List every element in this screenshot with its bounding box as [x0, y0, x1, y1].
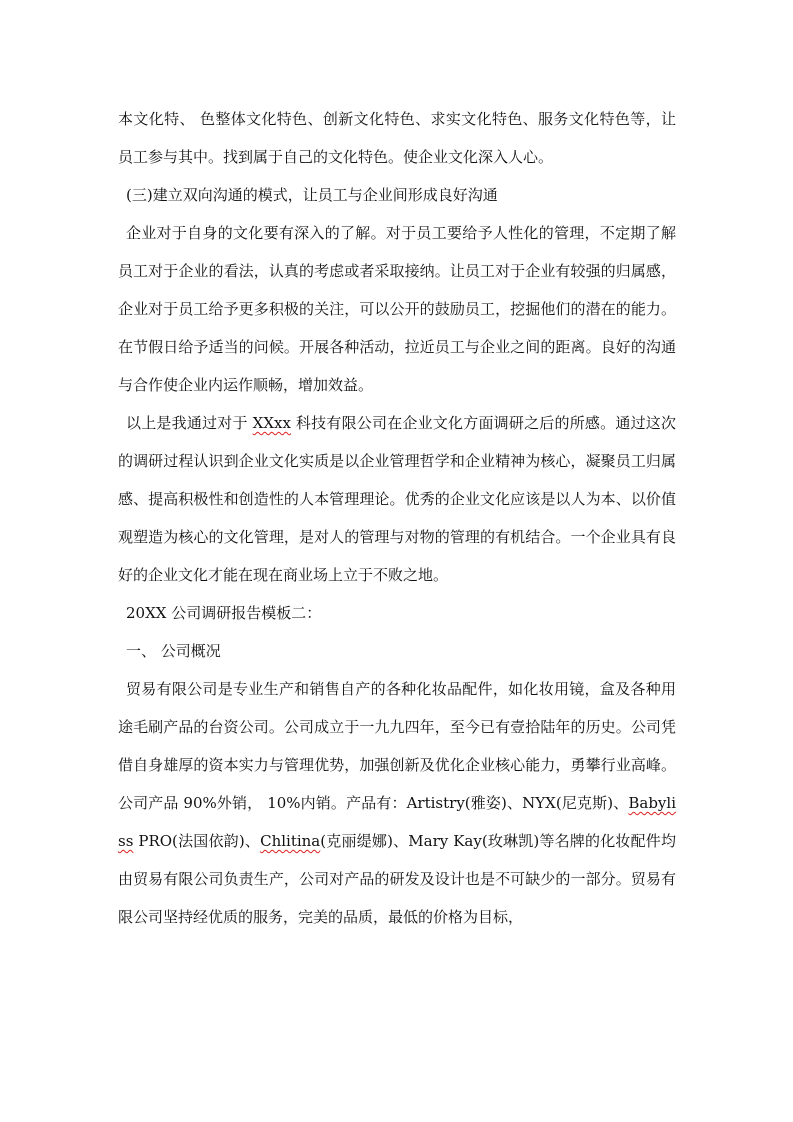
- text-span: 本文化特、 色整体文化特色、创新文化特色、求实文化特色、服务文化特色等，让员工参与其中。找到属于自己的文化特色。使企业文化深入人心。: [118, 110, 676, 166]
- text-span: 科技有限公司在企业文化方面调研之后的所感。通过这次的调研过程认识到企业文化实质是以企业管理哲学和企业精神为核心，凝聚员工归属感、提高积极性和创造性的人本管理理论。优秀的企业文化应该是以人为本、以价值观塑造为核心的文化管理，是对人的管理与对物的管理的有机结合。一个企业具有良好的企业文化才能在现在商业场上立于不败之地。: [118, 414, 676, 584]
- text-span: (三)建立双向沟通的模式，让员工与企业间形成良好沟通: [126, 186, 498, 204]
- text-span: 以上是我通过对于: [126, 414, 253, 432]
- template-title: [118, 594, 676, 632]
- paragraph-conclusion: [118, 404, 676, 594]
- spellcheck-flagged-word: Chlitina: [260, 832, 321, 850]
- paragraph-culture-features: [118, 100, 676, 176]
- paragraph-communication: [118, 214, 676, 404]
- text-span: 20XX 公司调研报告模板二：: [126, 604, 322, 622]
- text-span: 一、 公司概况: [126, 642, 221, 660]
- spellcheck-flagged-word: XXxx: [252, 414, 291, 432]
- text-span: 企业对于自身的文化要有深入的了解。对于员工要给予人性化的管理，不定期了解员工对于企业的看法，认真的考虑或者采取接纳。让员工对于企业有较强的归属感，企业对于员工给予更多积极的关注，可以公开的鼓励员工，挖掘他们的潜在的能力。在节假日给予适当的问候。开展各种活动，拉近员工与企业之间的距离。良好的沟通与合作使企业内运作顺畅，增加效益。: [118, 224, 676, 394]
- document-body: [118, 100, 676, 936]
- paragraph-company-overview: [118, 670, 676, 936]
- text-span: (克丽缇娜)、Mary Kay(玫琳凯)等名牌的化妆配件均由贸易有限公司负责生产，公司对产品的研发及设计也是不可缺少的一部分。贸易有限公司坚持经优质的服务，完美的品质，最低的价格为目标，: [118, 832, 676, 926]
- text-span: PRO(法国依韵)、: [133, 832, 261, 850]
- section-heading-company-overview: [118, 632, 676, 670]
- text-span: 贸易有限公司是专业生产和销售自产的各种化妆品配件，如化妆用镜，盒及各种用途毛刷产品的台资公司。公司成立于一九九四年，至今已有壹拾陆年的历史。公司凭借自身雄厚的资本实力与管理优势，加强创新及优化企业核心能力，勇攀行业高峰。公司产品 90%外销， 10%内销。产品有：Artistry(雅姿)、NYX(尼克斯)、: [118, 680, 676, 812]
- section-heading-communication: [118, 176, 676, 214]
- spellcheck-flagged-word: Babyliss: [118, 794, 676, 850]
